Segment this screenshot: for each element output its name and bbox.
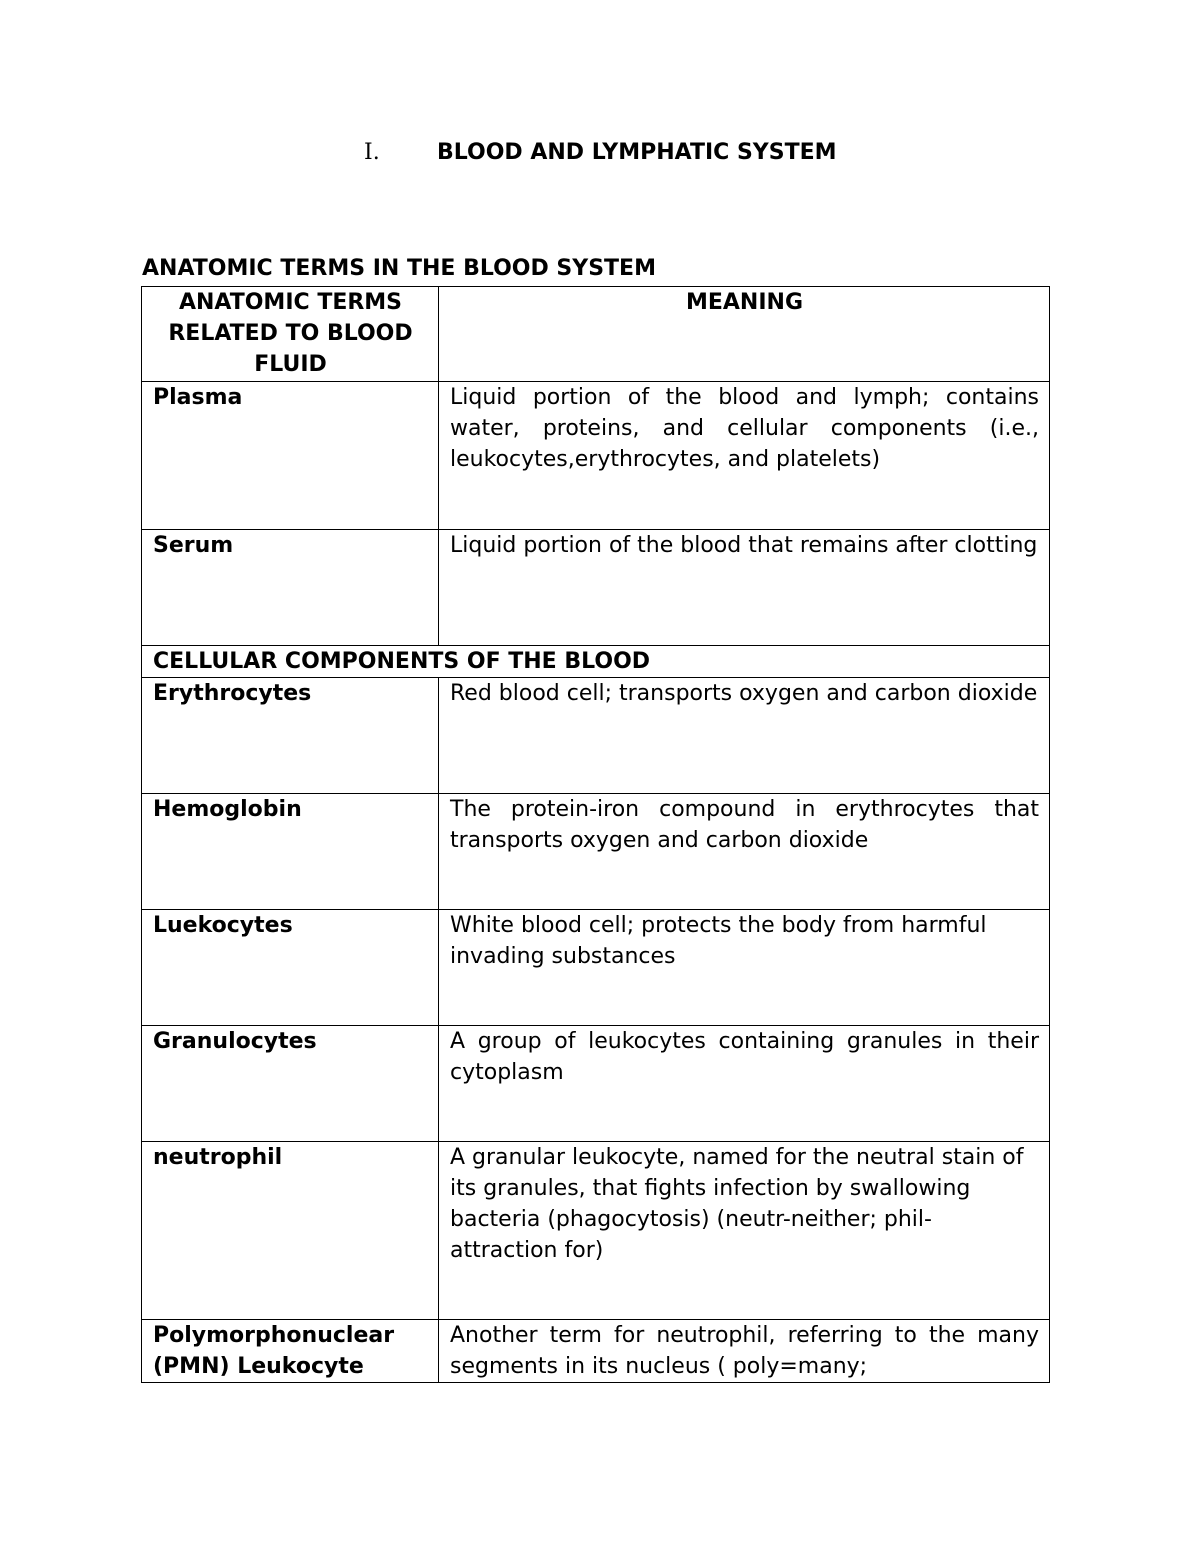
header-terms-cell: ANATOMIC TERMS RELATED TO BLOOD FLUID	[142, 287, 439, 382]
meaning-cell: The protein-iron compound in erythrocytes that transports oxygen and carbon dioxide	[439, 794, 1050, 910]
anatomic-terms-table	[141, 286, 1050, 1383]
table-header-row	[142, 287, 1050, 382]
term-cell: Plasma	[142, 382, 439, 530]
term-cell: neutrophil	[142, 1142, 439, 1320]
meaning-cell: A group of leukocytes containing granules in their cytoplasm	[439, 1026, 1050, 1142]
table-row	[142, 794, 1050, 910]
term-cell: Serum	[142, 530, 439, 646]
term-cell: Erythrocytes	[142, 678, 439, 794]
table-row	[142, 382, 1050, 530]
meaning-cell: White blood cell; protects the body from harmful invading substances	[439, 910, 1050, 1026]
term-cell: Hemoglobin	[142, 794, 439, 910]
heading-title: BLOOD AND LYMPHATIC SYSTEM	[437, 140, 837, 165]
subheading-cell: CELLULAR COMPONENTS OF THE BLOOD	[142, 646, 1050, 678]
table-row	[142, 530, 1050, 646]
heading-number: I.	[364, 140, 380, 165]
table-row	[142, 1320, 1050, 1383]
term-cell: Luekocytes	[142, 910, 439, 1026]
meaning-cell: A granular leukocyte, named for the neutral stain of its granules, that fights infection by swallowing bacteria (phagocytosis) (neutr-neither; phil-attraction for)	[439, 1142, 1050, 1320]
table-subheading-row	[142, 646, 1050, 678]
document-heading	[0, 140, 1200, 172]
meaning-cell: Liquid portion of the blood and lymph; contains water, proteins, and cellular components (i.e., leukocytes,erythrocytes, and platelets)	[439, 382, 1050, 530]
meaning-cell: Red blood cell; transports oxygen and carbon dioxide	[439, 678, 1050, 794]
term-cell: Granulocytes	[142, 1026, 439, 1142]
table-row	[142, 1142, 1050, 1320]
meaning-cell: Another term for neutrophil, referring to the many segments in its nucleus ( poly=many;	[439, 1320, 1050, 1383]
table-row	[142, 910, 1050, 1026]
table-row	[142, 1026, 1050, 1142]
meaning-cell: Liquid portion of the blood that remains after clotting	[439, 530, 1050, 646]
term-cell: Polymorphonuclear (PMN) Leukocyte	[142, 1320, 439, 1383]
section-title: ANATOMIC TERMS IN THE BLOOD SYSTEM	[142, 256, 656, 281]
header-meaning-cell: MEANING	[439, 287, 1050, 382]
table-row	[142, 678, 1050, 794]
